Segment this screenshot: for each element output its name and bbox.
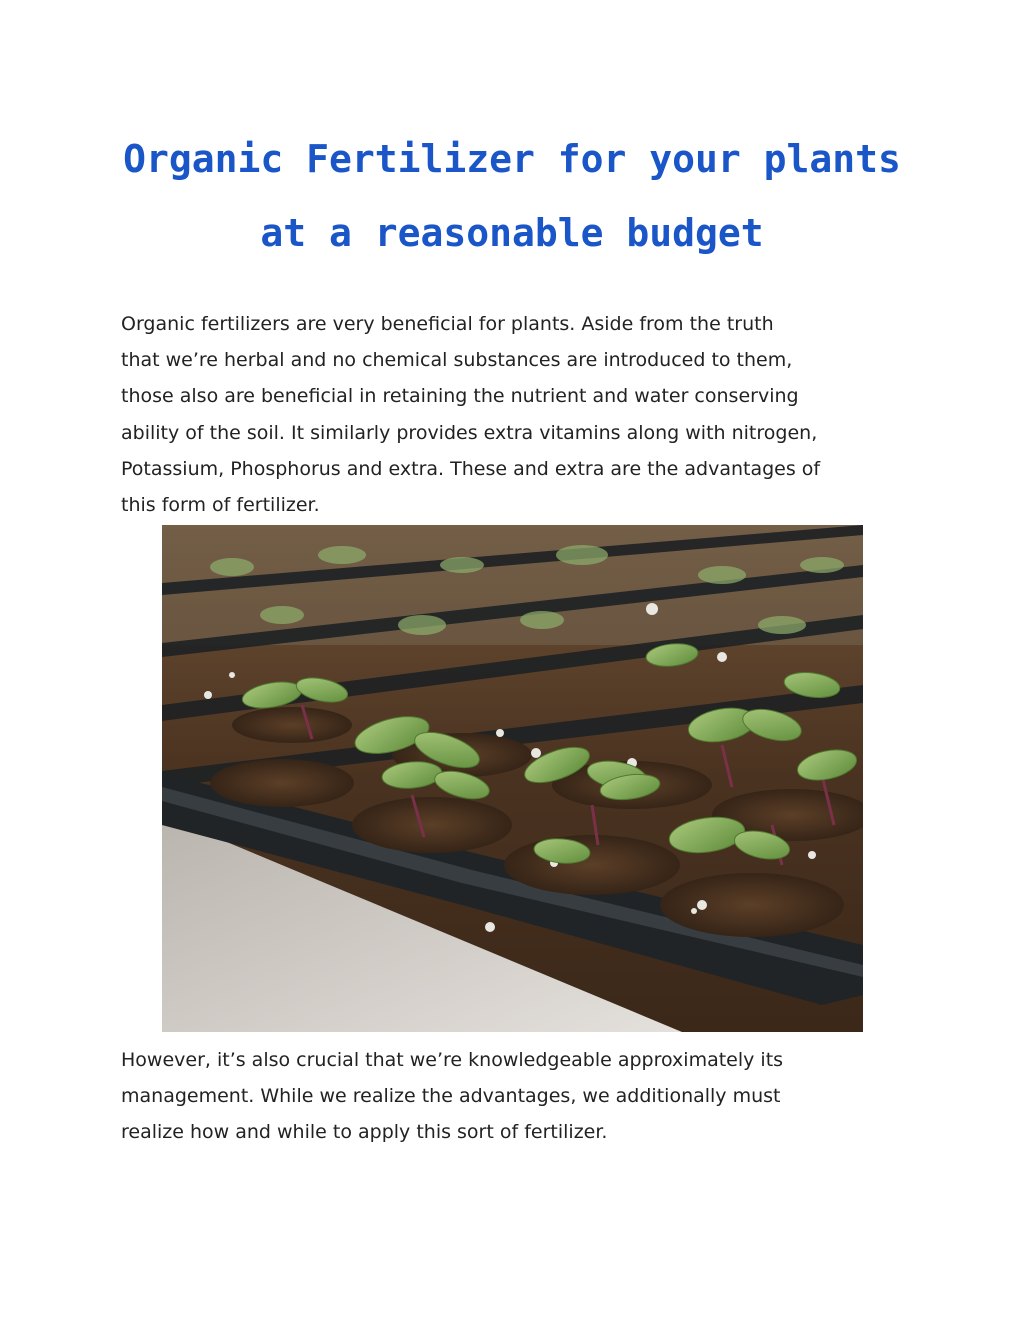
title-line-1: Organic Fertilizer for your plants — [123, 137, 901, 181]
paragraph-line: ability of the soil. It similarly provides extra vitamins along with nitrogen, — [121, 421, 818, 444]
paragraph-line: that we’re herbal and no chemical substances are introduced to them, — [121, 349, 793, 372]
paragraph-line: those also are beneficial in retaining the nutrient and water conserving — [121, 385, 799, 408]
seedling-tray-photo — [162, 525, 863, 1032]
paragraph-line: management. While we realize the advantages, we additionally must — [121, 1085, 781, 1108]
title-line-2: at a reasonable budget — [260, 211, 764, 255]
intro-paragraph — [121, 306, 911, 523]
paragraph-line: Organic fertilizers are very beneficial for plants. Aside from the truth — [121, 313, 774, 335]
paragraph-line: this form of fertilizer. — [121, 494, 320, 517]
paragraph-line: realize how and while to apply this sort of fertilizer. — [121, 1121, 608, 1144]
page-title — [0, 122, 1024, 270]
paragraph-line: However, it’s also crucial that we’re knowledgeable approximately its — [121, 1049, 784, 1071]
management-paragraph — [121, 1042, 911, 1151]
paragraph-line: Potassium, Phosphorus and extra. These and extra are the advantages of — [121, 457, 821, 480]
